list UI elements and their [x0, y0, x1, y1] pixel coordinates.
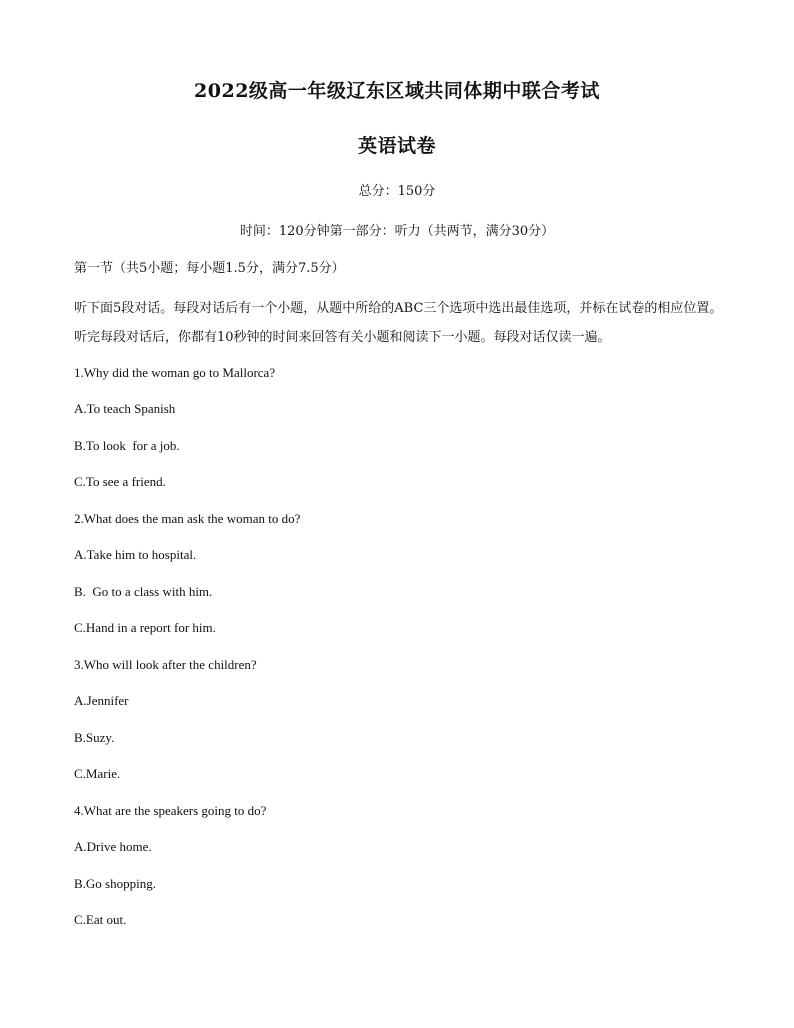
section-heading: 第一节（共5小题；每小题1.5分，满分7.5分） — [74, 261, 345, 276]
question-stem: 1.Why did the woman go to Mallorca? — [74, 365, 276, 380]
question-stem: 2.What does the man ask the woman to do? — [74, 511, 301, 526]
question-option: C.Marie. — [74, 766, 121, 781]
question-option: A.Take him to hospital. — [74, 547, 197, 562]
question-option: A.Drive home. — [74, 839, 152, 854]
question-option: B.Suzy. — [74, 730, 115, 745]
total-score: 总分：150分 — [358, 184, 436, 199]
section-instructions: 听下面5段对话。每段对话后有一个小题，从题中所给的ABC三个选项中选出最佳选项，并标在试卷的相应位置。听完每段对话后，你都有10秒钟的时间来回答有关小题和阅读下一小题。每段对话仅读一遍。 — [74, 301, 723, 345]
question-option: A.Jennifer — [74, 693, 129, 708]
question-stem: 4.What are the speakers going to do? — [74, 803, 267, 818]
question-option: B. Go to a class with him. — [74, 584, 213, 599]
question-option: C.Hand in a report for him. — [74, 620, 216, 635]
exam-title: 2022级高一年级辽东区域共同体期中联合考试 — [194, 80, 600, 102]
question-option: B.Go shopping. — [74, 876, 156, 891]
question-option: C.Eat out. — [74, 912, 127, 927]
question-option: B.To look for a job. — [74, 438, 180, 453]
question-stem: 3.Who will look after the children? — [74, 657, 257, 672]
time-line: 时间：120分钟第一部分：听力（共两节，满分30分） — [239, 224, 555, 239]
question-option: A.To teach Spanish — [74, 401, 176, 416]
question-option: C.To see a friend. — [74, 474, 166, 489]
exam-subtitle: 英语试卷 — [357, 135, 436, 157]
